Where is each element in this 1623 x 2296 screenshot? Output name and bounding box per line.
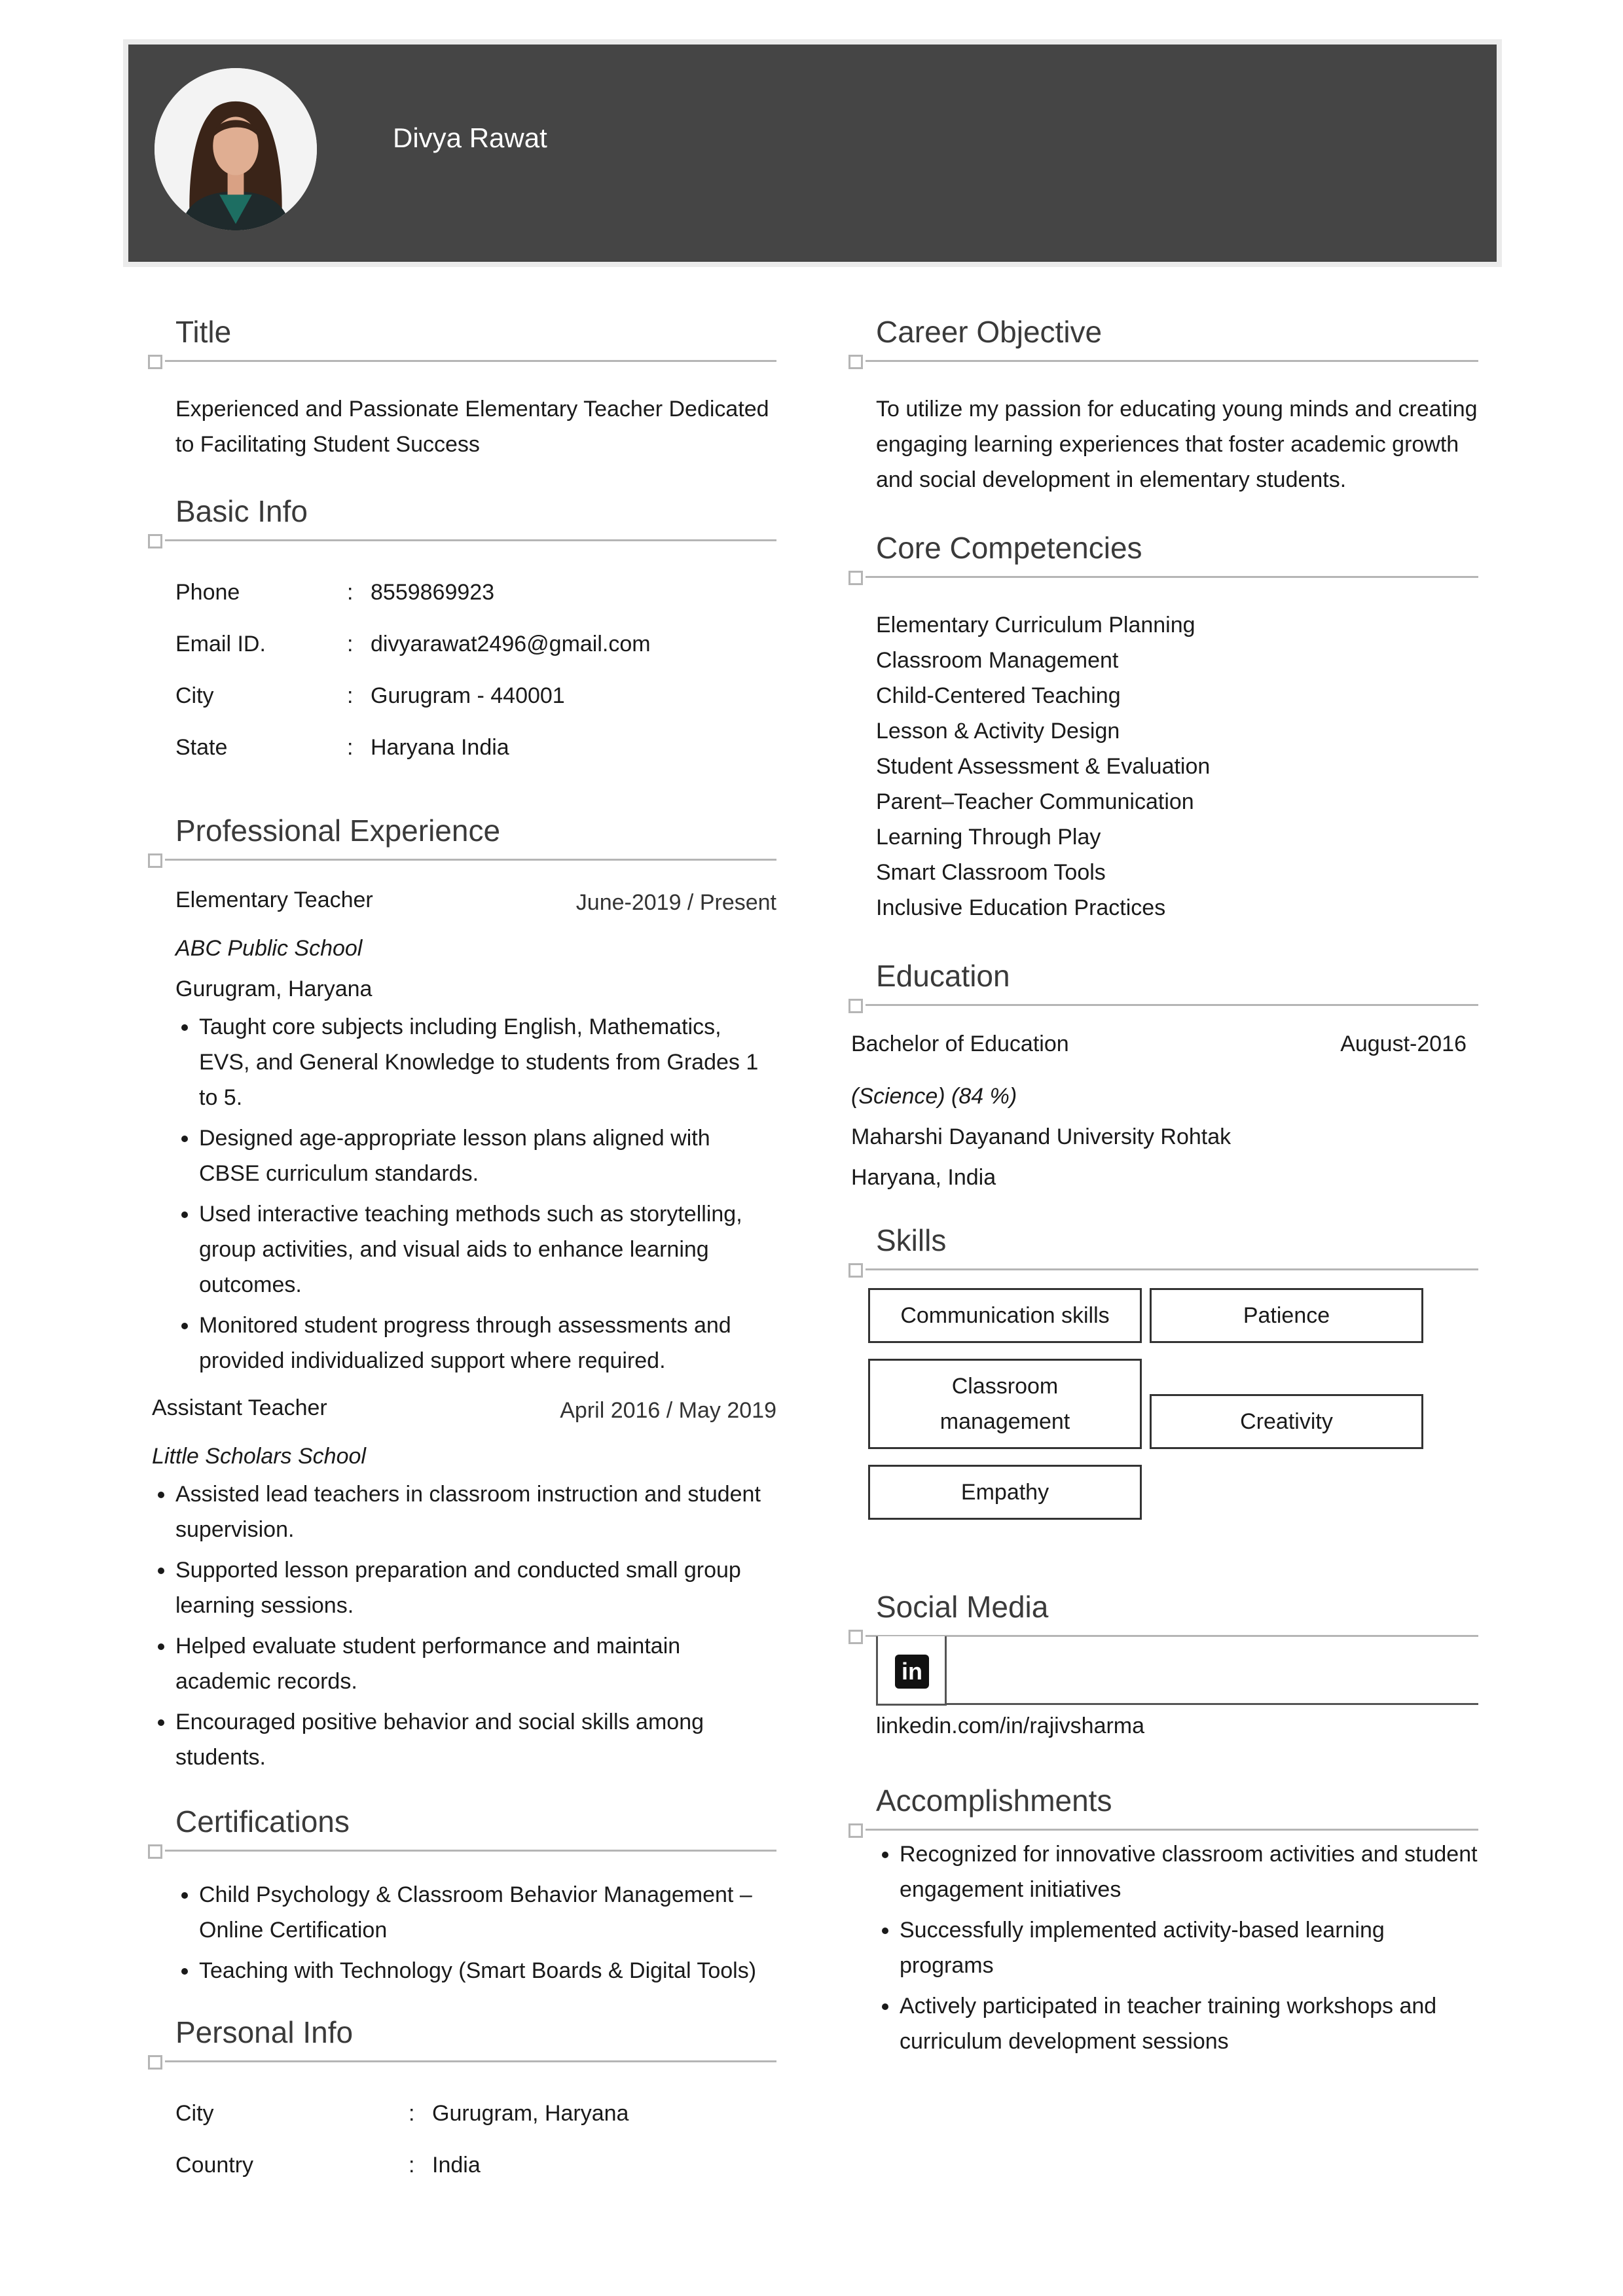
info-separator: :	[347, 735, 354, 760]
section-marker	[848, 999, 863, 1013]
bullet-item: • Helped evaluate student performance and maintain academic records.	[175, 1628, 776, 1699]
career-objective-text: To utilize my passion for educating young minds and creating engaging learning experiences that foster academic growth and social development in elementary students.	[876, 397, 1478, 492]
bullet-item: • Designed age-appropriate lesson plans aligned with CBSE curriculum standards.	[199, 1121, 776, 1191]
education-degree: Bachelor of Education	[851, 1031, 1069, 1056]
info-separator: :	[409, 2153, 415, 2178]
education-header	[848, 1026, 1478, 1071]
section-header-certifications	[148, 1797, 776, 1857]
candidate-name: Divya Rawat	[393, 122, 547, 153]
education-date: August-2016	[1340, 1031, 1467, 1056]
section-marker	[148, 534, 162, 548]
skill-tag: Classroom management	[868, 1359, 1142, 1449]
info-label: Email ID.	[175, 632, 266, 656]
section-divider	[866, 1829, 1478, 1831]
info-value: India	[432, 2153, 481, 2178]
section-title: Title	[175, 315, 232, 349]
section-title: Education	[876, 959, 1010, 993]
resume-header	[123, 39, 1502, 267]
education-university: Maharshi Dayanand University Rohtak	[851, 1124, 1231, 1149]
bullet-item: • Taught core subjects including English, Mathematics, EVS, and General Knowledge to students from Grades 1 to 5.	[199, 1009, 776, 1115]
section-header-title	[148, 308, 776, 368]
section-title: Social Media	[876, 1590, 1049, 1624]
profile-photo	[155, 68, 317, 230]
section-marker	[148, 1844, 162, 1859]
personal-info-table	[148, 2088, 776, 2191]
section-header-career-objective	[848, 308, 1478, 368]
section-divider	[165, 360, 776, 362]
certification-list	[148, 1877, 776, 1988]
accomplishment-item: • Successfully implemented activity-based learning programs	[900, 1912, 1478, 1983]
section-header-accomplishments	[848, 1776, 1478, 1837]
job-dates: April 2016 / May 2019	[560, 1398, 776, 1423]
section-divider	[866, 360, 1478, 362]
education-detail: (Science) (84 %)	[851, 1084, 1017, 1109]
bullet-item: • Monitored student progress through assessments and provided individualized support where required.	[199, 1308, 776, 1378]
accomplishment-item: • Actively participated in teacher training workshops and curriculum development sessions	[900, 1988, 1478, 2059]
competency-item: Parent–Teacher Communication	[876, 789, 1194, 814]
section-title: Personal Info	[175, 2015, 354, 2049]
section-title: Core Competencies	[876, 531, 1142, 565]
section-marker	[848, 355, 863, 369]
competency-item: Elementary Curriculum Planning	[876, 613, 1195, 637]
section-title: Professional Experience	[175, 814, 501, 848]
info-row-country	[148, 2140, 776, 2191]
social-row	[848, 1636, 1478, 1713]
certification-item: • Child Psychology & Classroom Behavior Management – Online Certification	[199, 1877, 776, 1948]
job-location: Gurugram, Haryana	[175, 977, 373, 1001]
info-row-phone	[148, 567, 776, 619]
section-header-social-media	[848, 1583, 1478, 1643]
section-divider	[165, 2060, 776, 2062]
bullet-item: • Used interactive teaching methods such as storytelling, group activities, and visual aids to enhance learning outcomes.	[199, 1196, 776, 1302]
title-text: Experienced and Passionate Elementary Teacher Dedicated to Facilitating Student Success	[175, 397, 769, 457]
skill-tag: Empathy	[868, 1465, 1142, 1520]
section-divider	[165, 539, 776, 541]
info-row-city	[148, 2088, 776, 2140]
section-header-experience	[148, 806, 776, 867]
bullet-item: • Encouraged positive behavior and social skills among students.	[175, 1704, 776, 1775]
info-row-email	[148, 619, 776, 670]
linkedin-icon-box[interactable]	[876, 1636, 947, 1706]
job-header	[148, 882, 776, 922]
job-organization: Little Scholars School	[152, 1444, 366, 1469]
info-separator: :	[347, 632, 354, 656]
info-separator: :	[409, 2101, 415, 2126]
section-marker	[848, 1263, 863, 1278]
skill-tag: Creativity	[1150, 1394, 1423, 1449]
section-header-skills	[848, 1216, 1478, 1276]
accomplishment-list	[848, 1837, 1478, 2059]
section-marker	[848, 571, 863, 585]
section-header-basic-info	[148, 487, 776, 547]
section-title: Accomplishments	[876, 1784, 1112, 1818]
section-marker	[848, 1823, 863, 1838]
section-title: Career Objective	[876, 315, 1103, 349]
education-location: Haryana, India	[851, 1165, 996, 1190]
section-header-personal-info	[148, 2008, 776, 2068]
section-marker	[148, 355, 162, 369]
right-column	[848, 308, 1478, 2064]
job-entry	[148, 882, 776, 1378]
avatar	[155, 68, 317, 230]
info-value: 8559869923	[371, 580, 495, 605]
info-value: Gurugram - 440001	[371, 683, 565, 708]
section-title: Basic Info	[175, 494, 308, 528]
header-banner	[128, 45, 1497, 262]
skill-tag: Communication skills	[868, 1288, 1142, 1343]
section-title: Skills	[876, 1223, 947, 1257]
section-title: Certifications	[175, 1804, 350, 1839]
bullet-item: • Assisted lead teachers in classroom instruction and student supervision.	[175, 1477, 776, 1547]
accomplishment-item: • Recognized for innovative classroom activities and student engagement initiatives	[900, 1837, 1478, 1907]
job-header	[148, 1390, 776, 1429]
section-divider	[165, 859, 776, 861]
competency-item: Student Assessment & Evaluation	[876, 754, 1211, 779]
competency-item: Smart Classroom Tools	[876, 860, 1106, 885]
info-separator: :	[347, 683, 354, 708]
certification-item: • Teaching with Technology (Smart Boards & Digital Tools)	[199, 1953, 776, 1988]
info-row-state	[148, 722, 776, 774]
job-organization: ABC Public School	[175, 936, 363, 961]
competency-item: Lesson & Activity Design	[876, 719, 1120, 744]
info-label: City	[175, 2101, 214, 2126]
job-bullets	[148, 1009, 776, 1378]
job-title: Elementary Teacher	[175, 888, 373, 912]
section-header-core-competencies	[848, 524, 1478, 584]
info-value: Gurugram, Haryana	[432, 2101, 629, 2126]
info-label: City	[175, 683, 214, 708]
section-divider	[866, 576, 1478, 578]
bullet-item: • Supported lesson preparation and conducted small group learning sessions.	[175, 1552, 776, 1623]
competency-item: Classroom Management	[876, 648, 1119, 673]
skill-tag: Patience	[1150, 1288, 1423, 1343]
competency-item: Inclusive Education Practices	[876, 895, 1166, 920]
linkedin-link[interactable]: linkedin.com/in/rajivsharma	[876, 1713, 1145, 1738]
section-divider	[866, 1004, 1478, 1006]
job-bullets	[148, 1477, 776, 1775]
skills-grid	[848, 1288, 1478, 1537]
social-divider	[947, 1703, 1478, 1705]
section-marker	[148, 2055, 162, 2070]
info-value: divyarawat2496@gmail.com	[371, 632, 651, 656]
info-label: Phone	[175, 580, 240, 605]
info-label: Country	[175, 2153, 254, 2178]
section-divider	[866, 1268, 1478, 1270]
left-column	[148, 308, 776, 2191]
info-label: State	[175, 735, 228, 760]
info-value: Haryana India	[371, 735, 509, 760]
basic-info-table	[148, 567, 776, 774]
linkedin-icon[interactable]: in	[895, 1655, 929, 1689]
info-row-city	[148, 670, 776, 722]
competency-item: Child-Centered Teaching	[876, 683, 1121, 708]
job-title: Assistant Teacher	[152, 1395, 327, 1420]
section-divider	[165, 1850, 776, 1852]
section-marker	[148, 853, 162, 868]
section-header-education	[848, 952, 1478, 1012]
info-separator: :	[347, 580, 354, 605]
job-entry	[148, 1390, 776, 1775]
competency-list	[848, 607, 1478, 925]
job-dates: June-2019 / Present	[575, 890, 776, 915]
competency-item: Learning Through Play	[876, 825, 1101, 850]
